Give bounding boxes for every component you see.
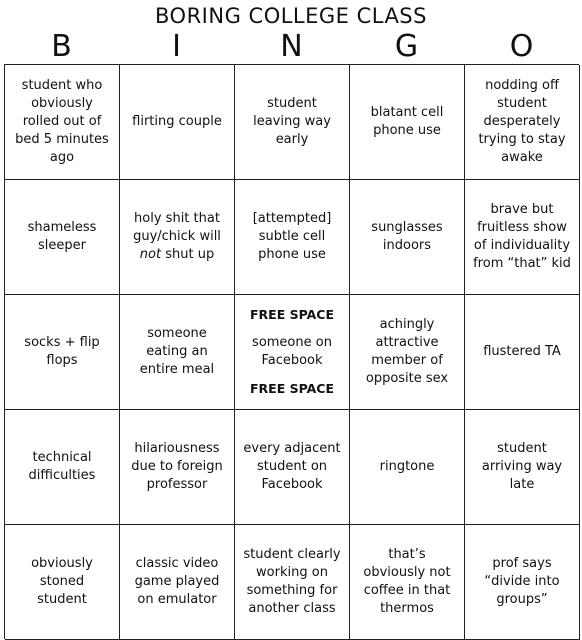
cell-text: brave but fruitless show of individuality from “that” kid bbox=[473, 202, 571, 271]
bingo-cell bbox=[465, 525, 580, 640]
bingo-cell bbox=[235, 525, 350, 640]
cell-text: flirting couple bbox=[132, 114, 222, 129]
cell-text: ringtone bbox=[379, 459, 435, 474]
bingo-cell bbox=[235, 65, 350, 180]
cell-text: obviously stoned student bbox=[31, 556, 93, 607]
cell-emphasis: not bbox=[139, 247, 162, 262]
bingo-letter-n: N bbox=[280, 29, 303, 64]
cell-text: achingly attractive member of opposite sex bbox=[365, 317, 449, 386]
cell-text: nodding off student desperately trying to stay awake bbox=[478, 78, 566, 165]
bingo-cell bbox=[120, 65, 235, 180]
bingo-cell bbox=[120, 410, 235, 525]
cell-text: socks + flip flops bbox=[24, 335, 100, 368]
bingo-letter-i: I bbox=[172, 29, 181, 64]
bingo-cell bbox=[5, 525, 120, 640]
bingo-cell bbox=[120, 295, 235, 410]
bingo-cell bbox=[120, 525, 235, 640]
bingo-letter-b: B bbox=[51, 29, 72, 64]
bingo-grid bbox=[4, 64, 579, 639]
cell-text-after: shut up bbox=[165, 247, 215, 262]
cell-text: shameless sleeper bbox=[27, 220, 97, 253]
cell-text: student leaving way early bbox=[253, 96, 331, 147]
cell-text bbox=[128, 210, 226, 264]
cell-text: student arriving way late bbox=[481, 441, 563, 492]
bingo-cell bbox=[465, 65, 580, 180]
cell-text: flustered TA bbox=[483, 344, 561, 359]
page-title: BORING COLLEGE CLASS bbox=[155, 4, 427, 28]
bingo-cell bbox=[350, 410, 465, 525]
cell-text: hilariousness due to foreign professor bbox=[131, 441, 223, 492]
cell-text: someone on Facebook bbox=[252, 335, 332, 368]
bingo-header bbox=[4, 30, 579, 64]
cell-text: student who obviously rolled out of bed 5 minutes ago bbox=[15, 78, 109, 165]
bingo-cell bbox=[350, 525, 465, 640]
cell-text: prof says “divide into groups” bbox=[484, 556, 560, 607]
bingo-cell bbox=[5, 180, 120, 295]
cell-text: every adjacent student on Facebook bbox=[243, 441, 341, 492]
bingo-cell bbox=[235, 410, 350, 525]
cell-text: classic video game played on emulator bbox=[134, 556, 220, 607]
bingo-cell bbox=[120, 180, 235, 295]
bingo-cell bbox=[350, 65, 465, 180]
cell-text: that’s obviously not coffee in that thermos bbox=[363, 547, 451, 616]
bingo-cell bbox=[235, 180, 350, 295]
free-space-label-top: FREE SPACE bbox=[250, 307, 334, 322]
cell-text: sunglasses indoors bbox=[371, 220, 443, 253]
cell-text: technical difficulties bbox=[28, 450, 96, 483]
bingo-letter-g: G bbox=[394, 29, 419, 64]
bingo-cell bbox=[350, 295, 465, 410]
cell-text: student clearly working on something for another class bbox=[243, 547, 341, 616]
bingo-cell bbox=[5, 410, 120, 525]
bingo-cell bbox=[465, 295, 580, 410]
cell-text-before: holy shit that guy/chick will bbox=[133, 211, 221, 244]
free-space-cell bbox=[235, 295, 350, 410]
bingo-cell bbox=[350, 180, 465, 295]
cell-text: [attempted] subtle cell phone use bbox=[252, 211, 332, 262]
bingo-cell bbox=[465, 180, 580, 295]
free-space-label-bottom: FREE SPACE bbox=[250, 381, 334, 396]
cell-text: blatant cell phone use bbox=[370, 105, 444, 138]
bingo-letter-o: O bbox=[509, 29, 534, 64]
bingo-cell bbox=[5, 65, 120, 180]
bingo-cell bbox=[5, 295, 120, 410]
bingo-cell bbox=[465, 410, 580, 525]
cell-text: someone eating an entire meal bbox=[139, 326, 215, 377]
